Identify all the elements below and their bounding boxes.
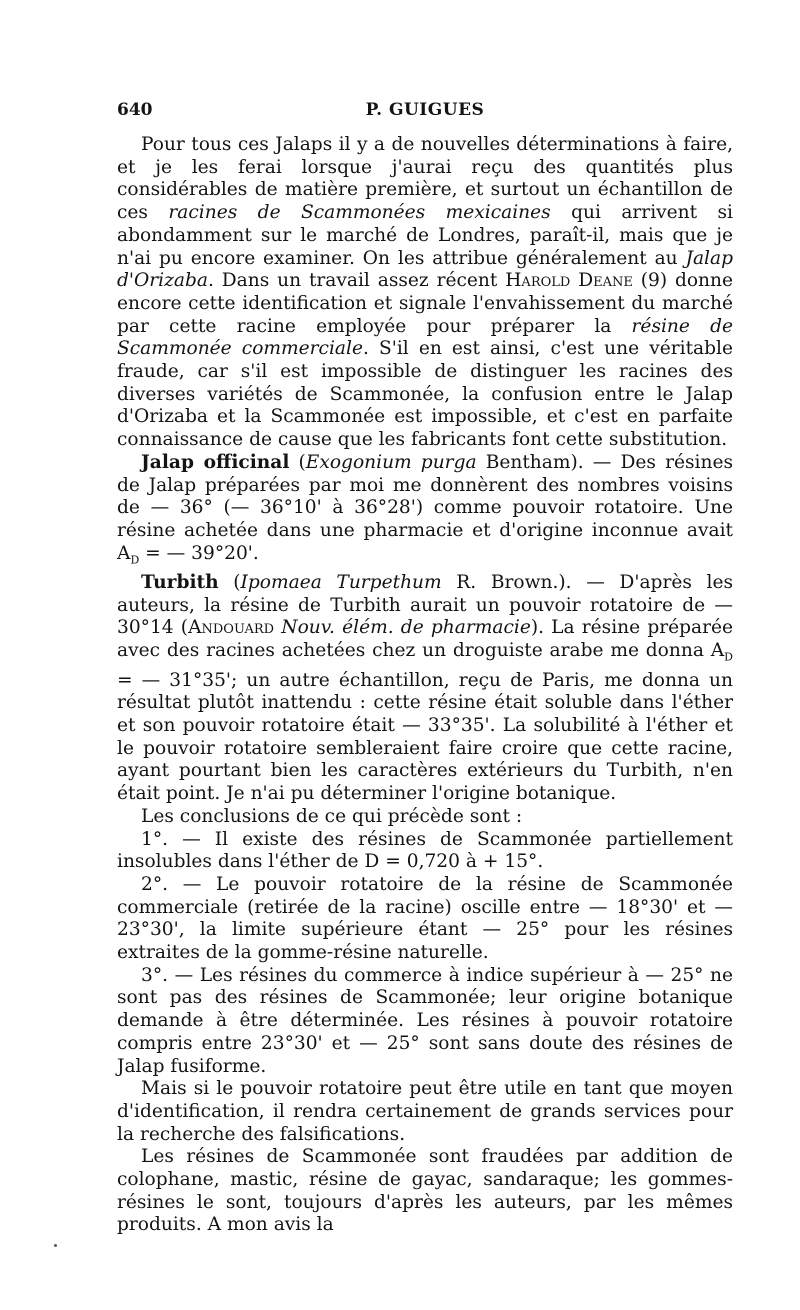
author-name: Andouard bbox=[188, 617, 275, 639]
italic-text: Jalap d'Orizaba bbox=[117, 247, 733, 292]
paragraph-p8 bbox=[117, 1078, 733, 1146]
text-run: = — 39°20'. bbox=[139, 542, 259, 564]
page-header bbox=[117, 100, 733, 124]
running-head: P. GUIGUES bbox=[365, 100, 485, 120]
page-speck bbox=[54, 1244, 57, 1247]
subscript: D bbox=[724, 650, 733, 664]
italic-text: Ipomaea Turpethum bbox=[240, 572, 442, 594]
paragraph-p3 bbox=[117, 572, 733, 806]
text-run: . S'il en est ainsi, c'est une véritable fraude, car s'il est impossible de distinguer les racines des diverses variétés de Scammonée, la confusion entre le Jalap d'Orizaba et la Scammonée est impossible, et c'est en parfaite connaissance de cause que les fabricants font cette substitution. bbox=[117, 338, 733, 451]
text-run: qui arrivent si abondamment sur le marché de Londres, paraît-il, mais que je n'ai pu encore examiner. On les attribue généralement au bbox=[117, 202, 734, 269]
text-run: Les conclusions de ce qui précède sont : bbox=[141, 805, 523, 827]
author-name: Harold Deane bbox=[505, 270, 633, 292]
paragraph-p6 bbox=[117, 874, 733, 965]
text-run: Mais si le pouvoir rotatoire peut être utile en tant que moyen d'identification, il rendra certainement de grands services pour la recherche des falsifications. bbox=[117, 1078, 733, 1145]
paragraph-p2 bbox=[117, 452, 733, 572]
text-run: ). La résine préparée avec des racines achetées chez un droguiste arabe me donna A bbox=[117, 617, 734, 662]
paragraph-p4 bbox=[117, 806, 733, 829]
text-run: 1°. — Il existe des résines de Scammonée partiellement insolubles dans l'éther de D = 0,720 à + 15°. bbox=[117, 828, 733, 873]
text-run: ( bbox=[289, 451, 306, 473]
paragraph-p5 bbox=[117, 829, 733, 874]
page-number: 640 bbox=[117, 100, 153, 120]
text-run: Les résines de Scammonée sont fraudées par addition de colophane, mastic, résine de gayac, sandaraque; les gommes-résines le sont, toujours d'après les auteurs, par les mêmes produits. A mon avis la bbox=[117, 1146, 733, 1236]
text-run: ( bbox=[218, 572, 241, 594]
paragraph-p7 bbox=[117, 965, 733, 1079]
paragraph-p9 bbox=[117, 1146, 733, 1237]
text-run: = — 31°35'; un autre échantillon, reçu de Paris, me donna un résultat plutôt inattendu : cette résine était soluble dans l'éther et son pouvoir rotatoire était — 33°35'. La solubilité à l'éther et le pouvoir rotatoire sembleraient faire croire que cette racine, ayant pourtant bien les caractères extérieurs du Turbith, n'en était point. Je n'ai pu déterminer l'origine botanique. bbox=[117, 669, 733, 805]
section-title: Turbith bbox=[141, 572, 219, 594]
italic-text: racines de Scammonées mexicaines bbox=[168, 202, 551, 224]
italic-text: Nouv. élém. de pharmacie bbox=[281, 617, 531, 639]
text-run: Bentham). — Des résines de Jalap préparées par moi me donnèrent des nombres voisins de — 36° (— 36°10' à 36°28') comme pouvoir rotatoire. Une résine achetée dans une pharmacie et d'origine inconnue avait A bbox=[117, 451, 733, 564]
text-run: 3°. — Les résines du commerce à indice supérieur à — 25° ne sont pas des résines de Scammonée; leur origine botanique demande à être déterminée. Les résines à pouvoir rotatoire compris entre 23°30' et — 25° sont sans doute des résines de Jalap fusiforme. bbox=[117, 964, 733, 1077]
text-run: . Dans un travail assez récent bbox=[207, 270, 506, 292]
text-run: 2°. — Le pouvoir rotatoire de la résine de Scammonée commerciale (retirée de la racine) oscille entre — 18°30' et — 23°30', la limite supérieure étant — 25° pour les résines extraites de la gomme-résine naturelle. bbox=[117, 873, 733, 964]
subscript: D bbox=[130, 553, 140, 567]
text-run: R. Brown.). — D'après les auteurs, la résine de Turbith aurait un pouvoir rotatoire de — 30°14 ( bbox=[117, 572, 734, 639]
italic-text: résine de Scammonée commerciale bbox=[117, 315, 733, 360]
section-title: Jalap officinal bbox=[141, 451, 290, 473]
text-run: Pour tous ces Jalaps il y a de nouvelles déterminations à faire, et je les ferai lorsque j'aurai reçu des quantités plus considérables de matière première, et surtout un échantillon de ces bbox=[117, 134, 733, 224]
body-text bbox=[117, 134, 733, 1237]
italic-text: Exogonium purga bbox=[305, 451, 477, 473]
paragraph-p1 bbox=[117, 134, 733, 452]
text-run: (9) donne encore cette identification et signale l'envahissement du marché par cette racine employée pour préparer la bbox=[117, 270, 733, 337]
